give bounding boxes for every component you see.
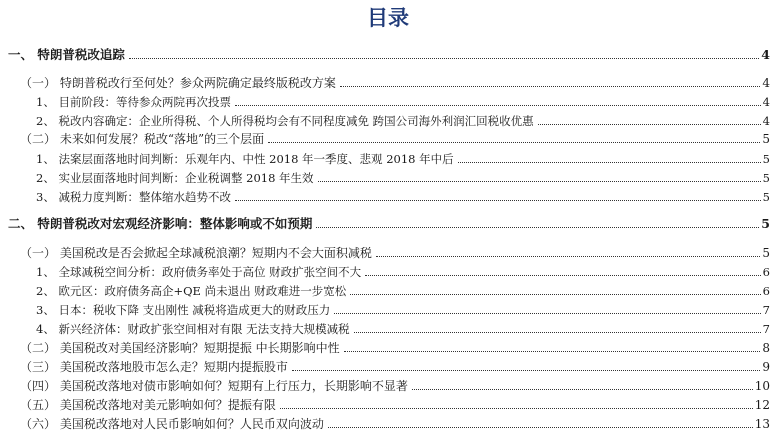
toc-leader <box>365 274 761 276</box>
page-title: 目录 <box>367 6 409 30</box>
toc-entry[interactable] <box>36 299 770 317</box>
toc-entry-page: 5 <box>762 190 770 204</box>
toc-entry-label: 2、 实业层面落地时间判断：企业税调整 2018 年生效 <box>36 171 314 185</box>
toc-entry[interactable] <box>20 356 770 374</box>
toc-entry-label: 3、 日本：税收下降 支出刚性 减税将造成更大的财政压力 <box>36 303 331 317</box>
toc-entry[interactable] <box>36 186 770 204</box>
toc-entry[interactable] <box>36 167 770 185</box>
toc-entry[interactable] <box>20 242 770 260</box>
toc-leader <box>344 350 761 352</box>
toc-leader <box>376 255 761 257</box>
toc-leader <box>316 226 759 228</box>
toc-entry-page: 7 <box>762 303 770 317</box>
toc-entry-label: 一、 特朗普税改追踪 <box>8 47 125 62</box>
toc-entry-page: 4 <box>761 47 770 62</box>
toc-entry[interactable] <box>20 413 770 431</box>
toc-entry[interactable] <box>36 261 770 279</box>
toc-entry-label: 2、 税改内容确定：企业所得税、个人所得税均会有不同程度减免 跨国公司海外利润汇回税收优惠 <box>36 114 534 128</box>
toc-entry-page: 5 <box>762 171 770 185</box>
toc-entry-label: 2、 欧元区：政府债务高企+QE 尚未退出 财政难进一步宽松 <box>36 284 347 298</box>
toc-entry-label: 1、 法案层面落地时间判断：乐观年内、中性 2018 年一季度、悲观 2018 年中后 <box>36 152 454 166</box>
toc-entry-page: 4 <box>762 76 770 90</box>
toc-leader <box>280 407 753 409</box>
toc-leader <box>350 293 760 295</box>
toc-leader <box>412 388 753 390</box>
toc-entry-label: （四） 美国税改落地对债市影响如何？短期有上行压力，长期影响不显著 <box>20 379 408 393</box>
toc-entry-page: 12 <box>754 398 770 412</box>
toc-leader <box>340 85 761 87</box>
toc-entry-label: （一） 美国税改是否会掀起全球减税浪潮？短期内不会大面积减税 <box>20 246 372 260</box>
toc-entry[interactable] <box>20 375 770 393</box>
toc-entry-label: 3、 减税力度判断：整体缩水趋势不改 <box>36 190 231 204</box>
toc-leader <box>235 104 761 106</box>
toc-leader <box>354 331 761 333</box>
toc-entry-page: 6 <box>762 265 770 279</box>
toc-leader <box>538 123 761 125</box>
toc-entry-label: （二） 未来如何发展？税改“落地”的三个层面 <box>20 132 265 146</box>
toc-entry[interactable] <box>20 337 770 355</box>
toc-leader <box>268 141 760 143</box>
toc-entry-page: 5 <box>762 152 770 166</box>
toc-entry-label: 1、 全球减税空间分析：政府债务率处于高位 财政扩张空间不大 <box>36 265 362 279</box>
toc-entry-page: 13 <box>754 417 770 431</box>
toc-entry[interactable] <box>36 318 770 336</box>
toc-entry[interactable] <box>36 280 770 298</box>
toc-entry-page: 5 <box>762 132 770 146</box>
toc-entry-page: 9 <box>762 360 770 374</box>
toc-entry-label: 1、 目前阶段：等待参众两院再次投票 <box>36 95 231 109</box>
toc-entry[interactable] <box>20 128 770 146</box>
toc-entry-label: 二、 特朗普税改对宏观经济影响：整体影响或不如预期 <box>8 216 313 231</box>
toc-leader <box>129 57 759 59</box>
toc-entry[interactable] <box>20 72 770 90</box>
toc-entry-label: （二） 美国税改对美国经济影响？短期提振 中长期影响中性 <box>20 341 340 355</box>
toc-leader <box>458 161 761 163</box>
toc-entry-page: 7 <box>762 322 770 336</box>
toc-entry-page: 4 <box>762 95 770 109</box>
toc-entry-page: 5 <box>761 216 770 231</box>
toc-entry-page: 6 <box>762 284 770 298</box>
toc-entry-page: 5 <box>762 246 770 260</box>
toc-leader <box>334 312 760 314</box>
toc-entry-label: （一） 特朗普税改行至何处？参众两院确定最终版税改方案 <box>20 76 336 90</box>
toc-leader <box>235 199 761 201</box>
toc-entry-label: （三） 美国税改落地股市怎么走？短期内提振股市 <box>20 360 288 374</box>
toc-entry[interactable] <box>36 91 770 109</box>
toc-entry-label: （六） 美国税改落地对人民币影响如何？人民币双向波动 <box>20 417 324 431</box>
toc-entry-page: 10 <box>754 379 770 393</box>
toc-leader <box>328 426 753 428</box>
toc-entry-label: （五） 美国税改落地对美元影响如何？提振有限 <box>20 398 276 412</box>
toc-entry[interactable] <box>8 213 770 231</box>
toc-entry[interactable] <box>20 394 770 412</box>
toc-leader <box>318 180 761 182</box>
toc-entry-page: 4 <box>762 114 770 128</box>
toc-entry[interactable] <box>36 148 770 166</box>
toc-entry-label: 4、 新兴经济体：财政扩张空间相对有限 无法支持大规模减税 <box>36 322 350 336</box>
toc-entry[interactable] <box>36 110 770 128</box>
toc-leader <box>292 369 761 371</box>
toc-entry[interactable] <box>8 44 770 62</box>
toc-entry-page: 8 <box>762 341 770 355</box>
